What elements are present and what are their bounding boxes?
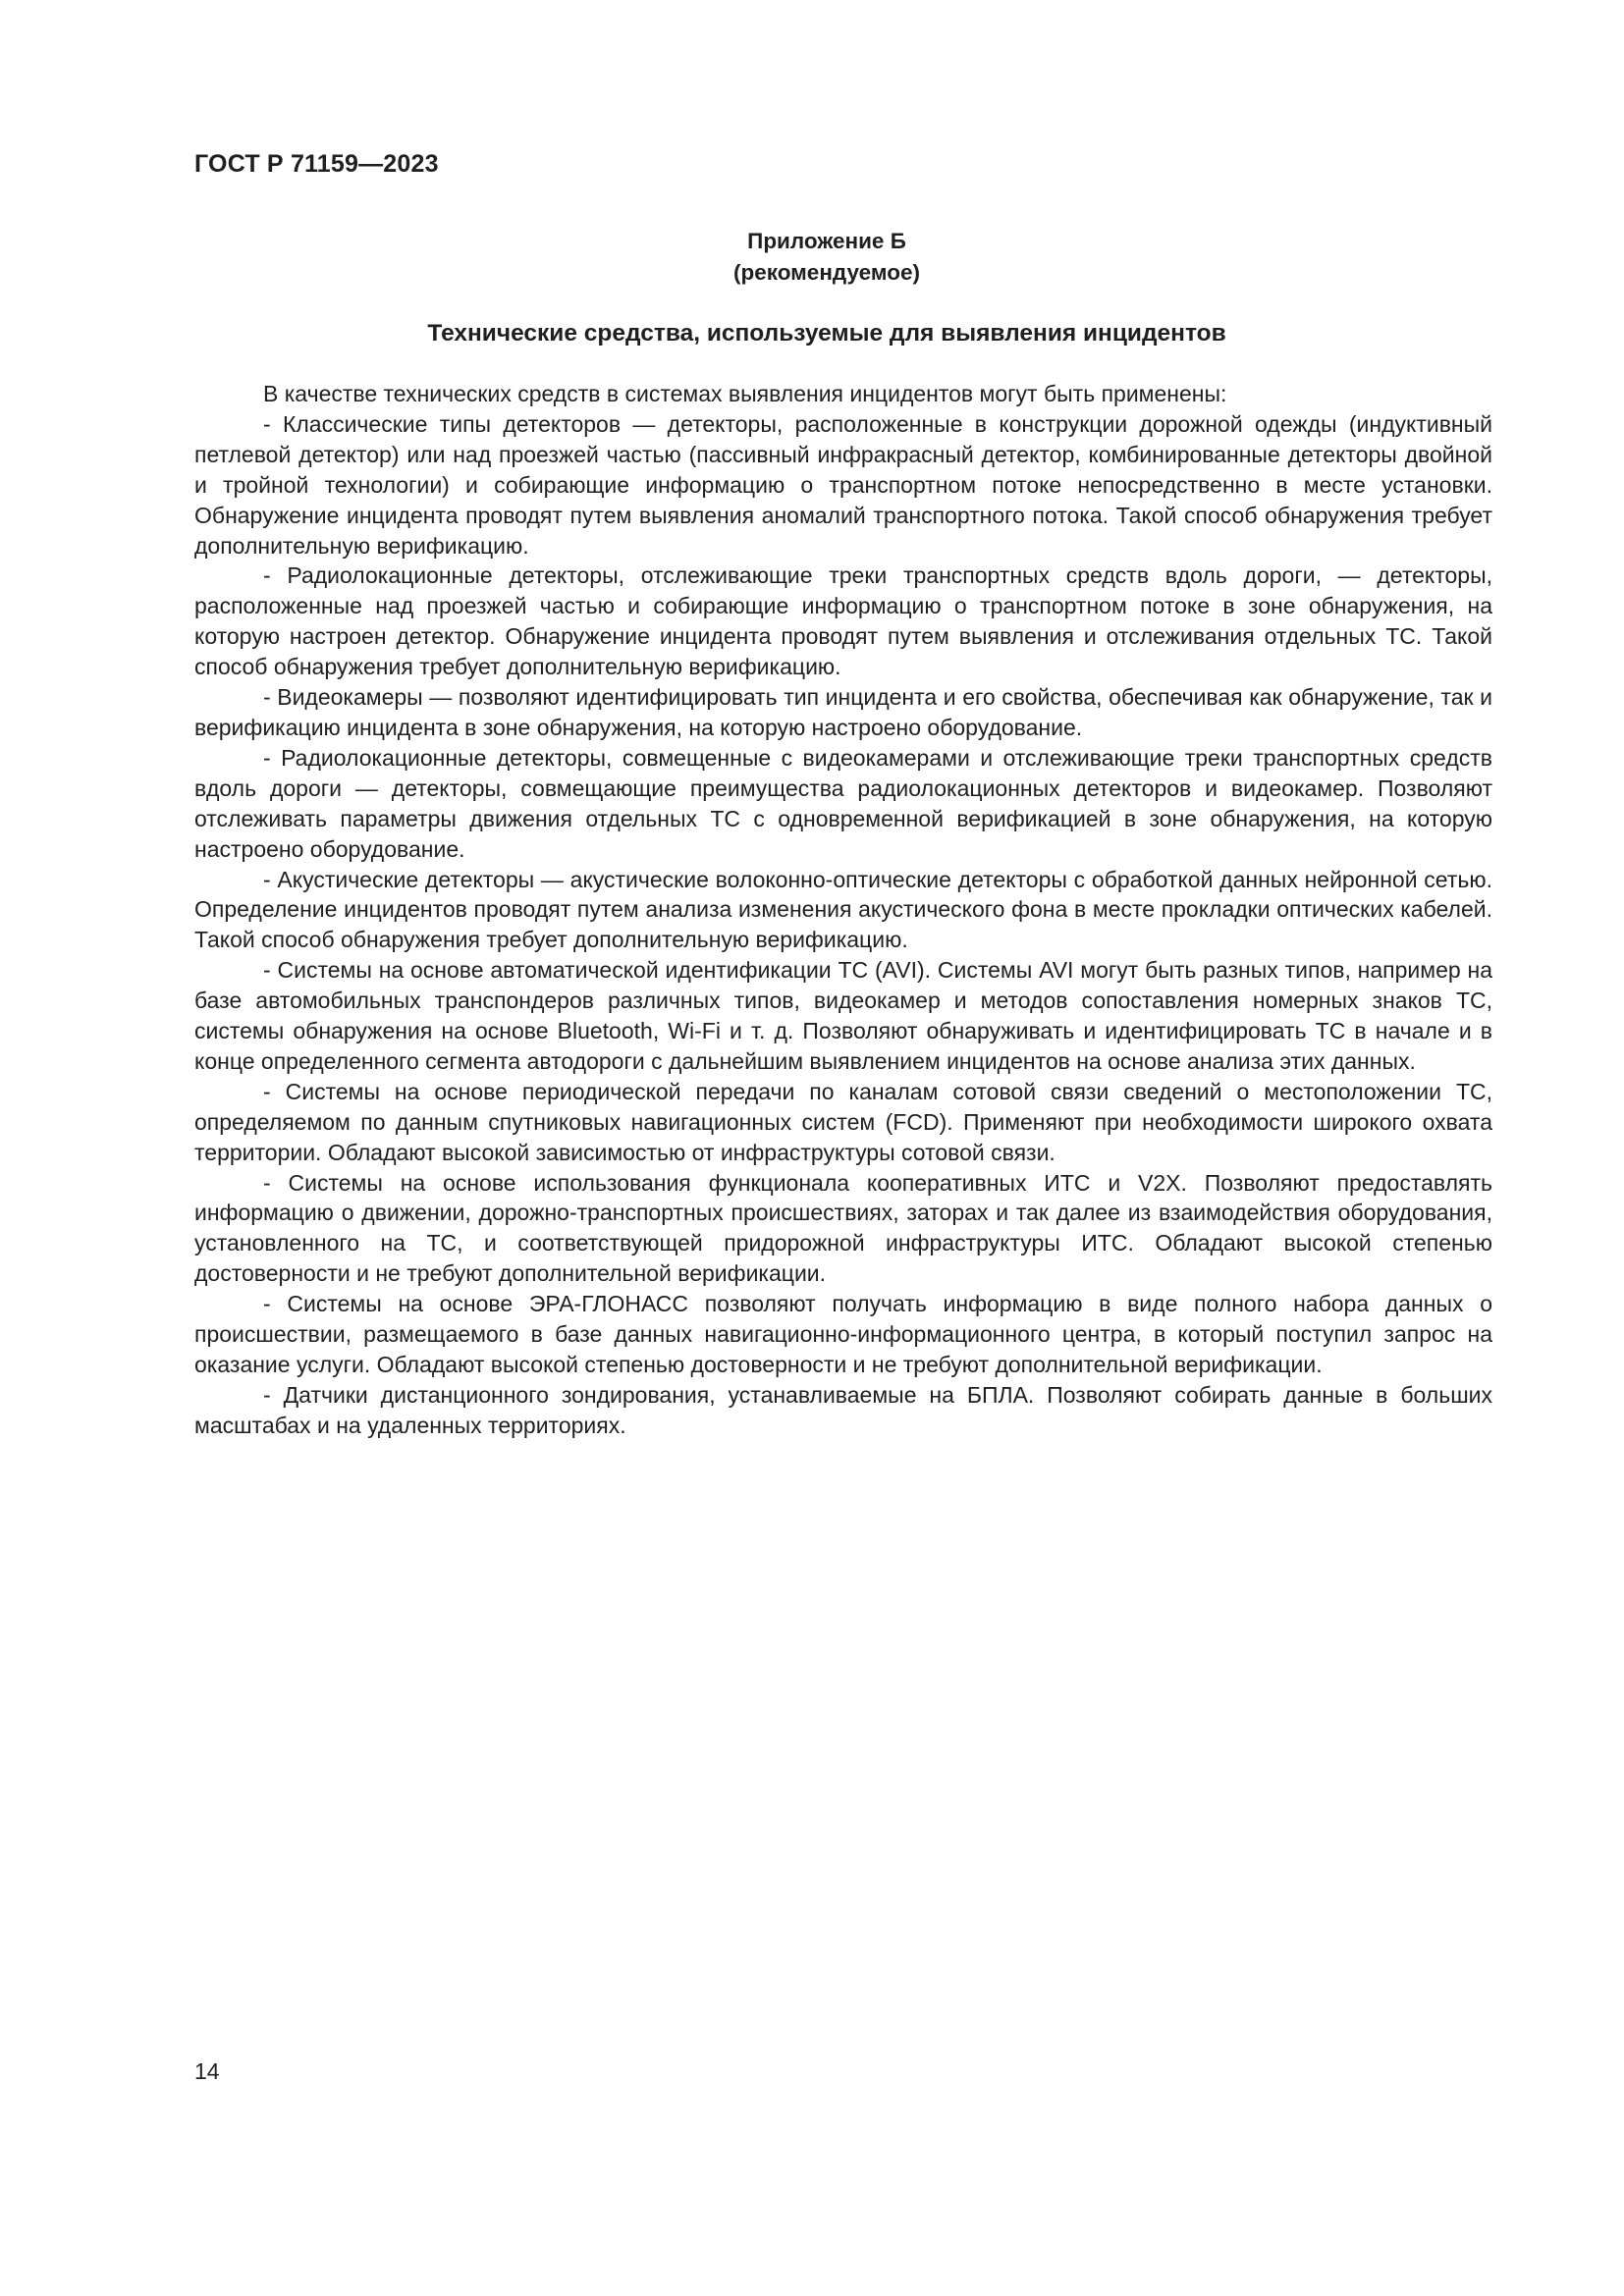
appendix-heading bbox=[0, 226, 1624, 289]
list-item-uav-sensors: - Датчики дистанционного зондирования, устанавливаемые на БПЛА. Позволяют собирать данные в больших масштабах и на удаленных территориях. bbox=[194, 1381, 1492, 1438]
body-text bbox=[194, 379, 1492, 1441]
list-item-fcd-systems: - Системы на основе периодической передачи по каналам сотовой связи сведений о местоположении ТС, определяемом по данным спутниковых навигационных систем (FCD). Применяют при необходимости широкого охвата территории. Обладают высокой зависимостью от инфраструктуры сотовой связи. bbox=[194, 1078, 1492, 1165]
list-item-era-glonass: - Системы на основе ЭРА-ГЛОНАСС позволяют получать информацию в виде полного набора данных о происшествии, размещаемого в базе данных навигационно-информационного центра, в который поступил запрос на оказание услуги. Обладают высокой степенью достоверности и не требуют дополнительной верификации. bbox=[194, 1291, 1492, 1377]
list-item-v2x-systems: - Системы на основе использования функционала кооперативных ИТС и V2X. Позволяют предоставлять информацию о движении, дорожно-транспортных происшествиях, заторах и так далее из взаимодействия оборудования, установленного на ТС, и соответствующей придорожной инфраструктуры ИТС. Обладают высокой степенью достоверности и не требуют дополнительной верификации. bbox=[194, 1169, 1492, 1287]
section-title: Технические средства, используемые для выявления инцидентов bbox=[427, 320, 1226, 347]
appendix-label: Приложение Б bbox=[747, 229, 906, 253]
list-item-acoustic-detectors: - Акустические детекторы — акустические волоконно-оптические детекторы с обработкой данных нейронной сетью. Определение инцидентов проводят путем анализа изменения акустического фона в месте прокладки оптических кабелей. Такой способ обнаружения требует дополнительную верификацию. bbox=[194, 866, 1492, 953]
intro-paragraph: В качестве технических средств в системах выявления инцидентов могут быть применены: bbox=[263, 381, 1227, 406]
list-item-video-cameras: - Видеокамеры — позволяют идентифицировать тип инцидента и его свойства, обеспечивая как обнаружение, так и верификацию инцидента в зоне обнаружения, на которую настроено оборудование. bbox=[194, 684, 1492, 740]
appendix-status: (рекомендуемое) bbox=[733, 260, 920, 285]
standard-code-header: ГОСТ Р 71159—2023 bbox=[194, 150, 439, 178]
list-item-radar-detectors: - Радиолокационные детекторы, отслеживающие треки транспортных средств вдоль дороги, — детекторы, расположенные над проезжей частью и собирающие информацию о транспортном потоке в зоне обнаружения, на которую настроен детектор. Обнаружение инцидента проводят путем выявления и отслеживания отдельных ТС. Такой способ обнаружения требует дополнительную верификацию. bbox=[194, 562, 1492, 680]
page-number: 14 bbox=[194, 2058, 220, 2084]
list-item-avi-systems: - Системы на основе автоматической идентификации ТС (AVI). Системы AVI могут быть разных типов, например на базе автомобильных транспондеров различных типов, видеокамер и методов сопоставления номерных знаков ТС, системы обнаружения на основе Bluetooth, Wi-Fi и т. д. Позволяют обнаруживать и идентифицировать ТС в начале и в конце определенного сегмента автодороги с дальнейшим выявлением инцидентов на основе анализа этих данных. bbox=[194, 957, 1492, 1074]
list-item-radar-video-detectors: - Радиолокационные детекторы, совмещенные с видеокамерами и отслеживающие треки транспортных средств вдоль дороги — детекторы, совмещающие преимущества радиолокационных детекторов и видеокамер. Позволяют отслеживать параметры движения отдельных ТС с одновременной верификацией в зоне обнаружения, на которую настроено оборудование. bbox=[194, 744, 1492, 862]
list-item-classic-detectors: - Классические типы детекторов — детекторы, расположенные в конструкции дорожной одежды (индуктивный петлевой детектор) или над проезжей частью (пассивный инфракрасный детектор, комбинированные детекторы двойной и тройной технологии) и собирающие информацию о транспортном потоке непосредственно в месте установки. Обнаружение инцидента проводят путем выявления аномалий транспортного потока. Такой способ обнаружения требует дополнительную верификацию. bbox=[194, 410, 1492, 559]
